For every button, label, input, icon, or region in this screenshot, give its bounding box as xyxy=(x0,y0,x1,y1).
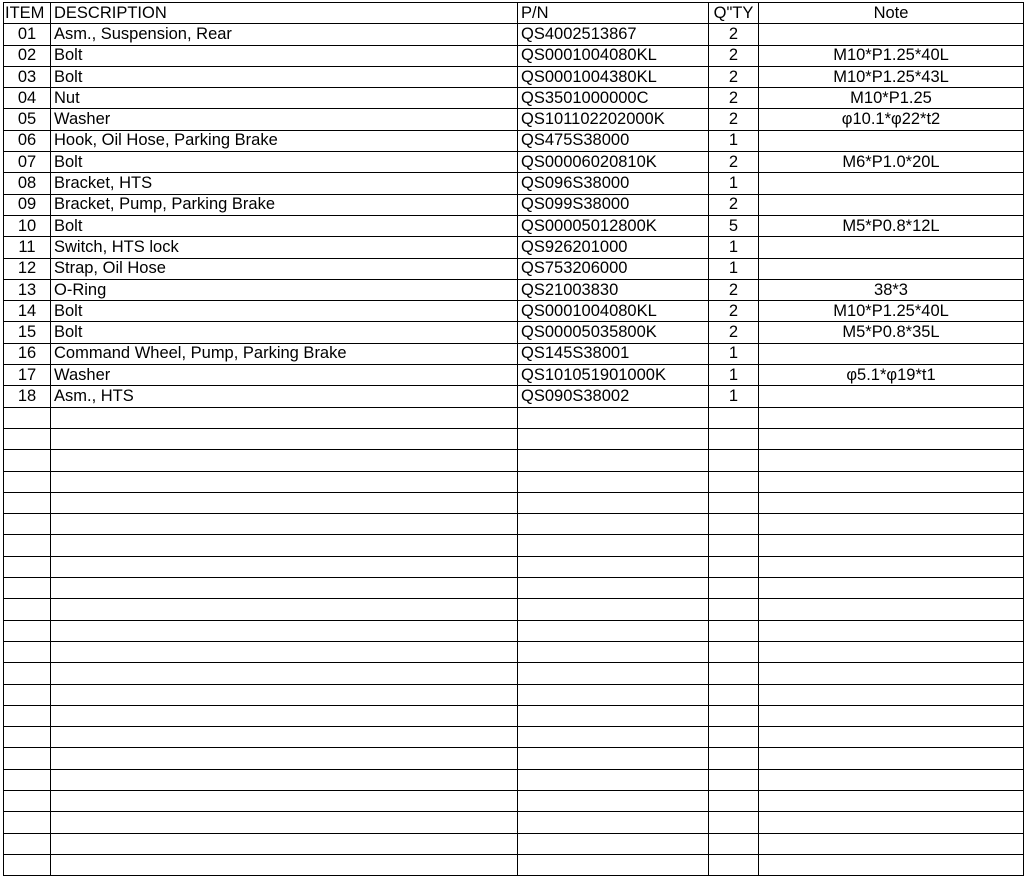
cell-part-number: QS101051901000K xyxy=(518,365,709,386)
empty-row xyxy=(4,578,1024,599)
empty-cell xyxy=(709,599,759,620)
cell-item: 11 xyxy=(4,237,51,258)
cell-item: 16 xyxy=(4,343,51,364)
cell-note: M5*P0.8*35L xyxy=(759,322,1024,343)
cell-part-number: QS475S38000 xyxy=(518,130,709,151)
empty-cell xyxy=(4,727,51,748)
empty-cell xyxy=(4,833,51,854)
empty-cell xyxy=(51,407,518,428)
empty-cell xyxy=(759,663,1024,684)
empty-cell xyxy=(709,790,759,811)
empty-cell xyxy=(4,578,51,599)
empty-cell xyxy=(709,471,759,492)
header-item: ITEM xyxy=(4,3,51,24)
cell-item: 06 xyxy=(4,130,51,151)
cell-item: 12 xyxy=(4,258,51,279)
empty-cell xyxy=(4,556,51,577)
table-row xyxy=(4,237,1024,258)
cell-quantity: 5 xyxy=(709,215,759,236)
empty-cell xyxy=(51,620,518,641)
empty-row xyxy=(4,812,1024,833)
empty-cell xyxy=(4,535,51,556)
cell-item: 09 xyxy=(4,194,51,215)
cell-description: Asm., Suspension, Rear xyxy=(51,24,518,45)
cell-note: M5*P0.8*12L xyxy=(759,215,1024,236)
header-part-number: P/N xyxy=(518,3,709,24)
empty-cell xyxy=(759,790,1024,811)
table-row xyxy=(4,258,1024,279)
cell-note: M10*P1.25 xyxy=(759,88,1024,109)
cell-note xyxy=(759,24,1024,45)
cell-quantity: 1 xyxy=(709,173,759,194)
empty-cell xyxy=(709,663,759,684)
cell-part-number: QS00005035800K xyxy=(518,322,709,343)
empty-row xyxy=(4,620,1024,641)
empty-row xyxy=(4,556,1024,577)
table-row xyxy=(4,45,1024,66)
empty-cell xyxy=(518,812,709,833)
empty-cell xyxy=(759,641,1024,662)
empty-cell xyxy=(709,514,759,535)
cell-item: 15 xyxy=(4,322,51,343)
cell-item: 18 xyxy=(4,386,51,407)
cell-part-number: QS21003830 xyxy=(518,279,709,300)
cell-quantity: 1 xyxy=(709,258,759,279)
cell-item: 04 xyxy=(4,88,51,109)
cell-item: 10 xyxy=(4,215,51,236)
cell-description: Bolt xyxy=(51,152,518,173)
cell-item: 13 xyxy=(4,279,51,300)
empty-cell xyxy=(4,663,51,684)
cell-note: M10*P1.25*40L xyxy=(759,45,1024,66)
empty-row xyxy=(4,407,1024,428)
empty-cell xyxy=(518,514,709,535)
empty-cell xyxy=(759,812,1024,833)
header-description: DESCRIPTION xyxy=(51,3,518,24)
empty-cell xyxy=(51,812,518,833)
empty-cell xyxy=(709,812,759,833)
empty-cell xyxy=(759,450,1024,471)
empty-cell xyxy=(709,556,759,577)
cell-quantity: 1 xyxy=(709,365,759,386)
empty-cell xyxy=(709,854,759,875)
empty-row xyxy=(4,663,1024,684)
empty-cell xyxy=(4,854,51,875)
empty-cell xyxy=(518,748,709,769)
empty-cell xyxy=(518,854,709,875)
cell-note xyxy=(759,237,1024,258)
empty-row xyxy=(4,705,1024,726)
cell-part-number: QS145S38001 xyxy=(518,343,709,364)
empty-cell xyxy=(4,748,51,769)
empty-cell xyxy=(518,727,709,748)
empty-cell xyxy=(51,769,518,790)
cell-item: 14 xyxy=(4,301,51,322)
table-row xyxy=(4,365,1024,386)
cell-note xyxy=(759,130,1024,151)
empty-cell xyxy=(759,854,1024,875)
empty-cell xyxy=(4,514,51,535)
cell-quantity: 2 xyxy=(709,152,759,173)
empty-cell xyxy=(4,790,51,811)
empty-cell xyxy=(518,535,709,556)
cell-quantity: 1 xyxy=(709,343,759,364)
empty-cell xyxy=(4,620,51,641)
cell-quantity: 2 xyxy=(709,322,759,343)
empty-cell xyxy=(709,535,759,556)
cell-description: Bolt xyxy=(51,322,518,343)
empty-cell xyxy=(518,428,709,449)
empty-cell xyxy=(518,684,709,705)
cell-note xyxy=(759,194,1024,215)
table-row xyxy=(4,343,1024,364)
empty-row xyxy=(4,684,1024,705)
cell-part-number: QS101102202000K xyxy=(518,109,709,130)
cell-item: 07 xyxy=(4,152,51,173)
cell-description: Washer xyxy=(51,109,518,130)
cell-note: 38*3 xyxy=(759,279,1024,300)
cell-note: M6*P1.0*20L xyxy=(759,152,1024,173)
cell-quantity: 2 xyxy=(709,45,759,66)
empty-cell xyxy=(518,769,709,790)
parts-list-body xyxy=(4,24,1024,876)
empty-row xyxy=(4,769,1024,790)
empty-cell xyxy=(759,769,1024,790)
cell-note: φ10.1*φ22*t2 xyxy=(759,109,1024,130)
cell-note xyxy=(759,343,1024,364)
cell-quantity: 2 xyxy=(709,109,759,130)
empty-cell xyxy=(518,492,709,513)
empty-cell xyxy=(709,492,759,513)
empty-row xyxy=(4,833,1024,854)
cell-note xyxy=(759,258,1024,279)
cell-part-number: QS00006020810K xyxy=(518,152,709,173)
cell-part-number: QS0001004080KL xyxy=(518,301,709,322)
empty-row xyxy=(4,641,1024,662)
header-row xyxy=(4,3,1024,24)
empty-row xyxy=(4,748,1024,769)
cell-description: Bolt xyxy=(51,45,518,66)
cell-quantity: 2 xyxy=(709,194,759,215)
empty-cell xyxy=(759,727,1024,748)
cell-part-number: QS099S38000 xyxy=(518,194,709,215)
cell-description: Switch, HTS lock xyxy=(51,237,518,258)
empty-cell xyxy=(709,833,759,854)
empty-cell xyxy=(709,578,759,599)
empty-row xyxy=(4,428,1024,449)
table-row xyxy=(4,152,1024,173)
empty-row xyxy=(4,471,1024,492)
cell-description: Hook, Oil Hose, Parking Brake xyxy=(51,130,518,151)
cell-note: M10*P1.25*43L xyxy=(759,66,1024,87)
empty-cell xyxy=(51,556,518,577)
empty-cell xyxy=(51,748,518,769)
cell-item: 03 xyxy=(4,66,51,87)
header-quantity: Q"TY xyxy=(709,3,759,24)
cell-quantity: 2 xyxy=(709,88,759,109)
cell-item: 05 xyxy=(4,109,51,130)
empty-cell xyxy=(51,641,518,662)
empty-cell xyxy=(4,450,51,471)
empty-cell xyxy=(759,620,1024,641)
empty-cell xyxy=(518,450,709,471)
empty-cell xyxy=(518,641,709,662)
empty-cell xyxy=(51,450,518,471)
empty-cell xyxy=(759,833,1024,854)
empty-cell xyxy=(51,727,518,748)
cell-item: 17 xyxy=(4,365,51,386)
empty-row xyxy=(4,450,1024,471)
empty-cell xyxy=(709,684,759,705)
empty-row xyxy=(4,599,1024,620)
empty-cell xyxy=(709,641,759,662)
cell-description: Bracket, HTS xyxy=(51,173,518,194)
empty-cell xyxy=(759,684,1024,705)
empty-cell xyxy=(4,471,51,492)
empty-row xyxy=(4,790,1024,811)
cell-part-number: QS096S38000 xyxy=(518,173,709,194)
cell-description: Command Wheel, Pump, Parking Brake xyxy=(51,343,518,364)
empty-cell xyxy=(759,471,1024,492)
table-row xyxy=(4,66,1024,87)
table-row xyxy=(4,173,1024,194)
empty-cell xyxy=(518,407,709,428)
cell-quantity: 1 xyxy=(709,130,759,151)
cell-description: Washer xyxy=(51,365,518,386)
cell-part-number: QS926201000 xyxy=(518,237,709,258)
cell-description: Nut xyxy=(51,88,518,109)
empty-cell xyxy=(4,599,51,620)
cell-part-number: QS090S38002 xyxy=(518,386,709,407)
empty-cell xyxy=(51,663,518,684)
empty-cell xyxy=(518,790,709,811)
cell-item: 01 xyxy=(4,24,51,45)
table-row xyxy=(4,386,1024,407)
empty-cell xyxy=(518,705,709,726)
empty-cell xyxy=(759,578,1024,599)
empty-cell xyxy=(51,833,518,854)
empty-cell xyxy=(518,556,709,577)
empty-cell xyxy=(759,407,1024,428)
empty-cell xyxy=(759,535,1024,556)
parts-list-table xyxy=(3,2,1024,876)
empty-cell xyxy=(4,428,51,449)
empty-cell xyxy=(709,748,759,769)
cell-note xyxy=(759,386,1024,407)
empty-cell xyxy=(51,790,518,811)
empty-cell xyxy=(51,492,518,513)
table-row xyxy=(4,322,1024,343)
table-row xyxy=(4,109,1024,130)
table-row xyxy=(4,130,1024,151)
table-row xyxy=(4,215,1024,236)
cell-quantity: 2 xyxy=(709,279,759,300)
empty-cell xyxy=(4,407,51,428)
cell-part-number: QS753206000 xyxy=(518,258,709,279)
empty-row xyxy=(4,535,1024,556)
table-row xyxy=(4,24,1024,45)
empty-cell xyxy=(51,578,518,599)
empty-cell xyxy=(51,684,518,705)
empty-cell xyxy=(709,407,759,428)
cell-description: Bolt xyxy=(51,301,518,322)
cell-part-number: QS0001004380KL xyxy=(518,66,709,87)
empty-cell xyxy=(759,599,1024,620)
empty-cell xyxy=(51,705,518,726)
empty-cell xyxy=(759,514,1024,535)
empty-cell xyxy=(51,471,518,492)
table-row xyxy=(4,301,1024,322)
empty-cell xyxy=(709,450,759,471)
cell-part-number: QS4002513867 xyxy=(518,24,709,45)
empty-cell xyxy=(51,428,518,449)
cell-item: 08 xyxy=(4,173,51,194)
cell-note xyxy=(759,173,1024,194)
empty-cell xyxy=(709,705,759,726)
cell-note: φ5.1*φ19*t1 xyxy=(759,365,1024,386)
empty-cell xyxy=(709,428,759,449)
empty-cell xyxy=(759,748,1024,769)
empty-row xyxy=(4,514,1024,535)
empty-cell xyxy=(51,854,518,875)
cell-description: Bolt xyxy=(51,66,518,87)
empty-cell xyxy=(4,492,51,513)
cell-part-number: QS00005012800K xyxy=(518,215,709,236)
cell-description: Asm., HTS xyxy=(51,386,518,407)
empty-cell xyxy=(518,578,709,599)
empty-cell xyxy=(51,535,518,556)
empty-cell xyxy=(4,684,51,705)
empty-row xyxy=(4,492,1024,513)
empty-cell xyxy=(518,599,709,620)
cell-quantity: 1 xyxy=(709,386,759,407)
empty-cell xyxy=(4,641,51,662)
cell-quantity: 1 xyxy=(709,237,759,258)
empty-cell xyxy=(709,727,759,748)
cell-quantity: 2 xyxy=(709,66,759,87)
cell-description: Bolt xyxy=(51,215,518,236)
cell-quantity: 2 xyxy=(709,24,759,45)
table-row xyxy=(4,279,1024,300)
empty-row xyxy=(4,727,1024,748)
empty-cell xyxy=(709,769,759,790)
empty-cell xyxy=(518,663,709,684)
cell-item: 02 xyxy=(4,45,51,66)
cell-part-number: QS3501000000C xyxy=(518,88,709,109)
empty-cell xyxy=(51,599,518,620)
cell-description: Strap, Oil Hose xyxy=(51,258,518,279)
empty-cell xyxy=(518,833,709,854)
cell-part-number: QS0001004080KL xyxy=(518,45,709,66)
empty-cell xyxy=(4,769,51,790)
empty-cell xyxy=(759,705,1024,726)
cell-description: O-Ring xyxy=(51,279,518,300)
empty-cell xyxy=(759,492,1024,513)
table-row xyxy=(4,88,1024,109)
empty-row xyxy=(4,854,1024,875)
empty-cell xyxy=(759,556,1024,577)
empty-cell xyxy=(709,620,759,641)
empty-cell xyxy=(4,812,51,833)
empty-cell xyxy=(51,514,518,535)
cell-quantity: 2 xyxy=(709,301,759,322)
header-note: Note xyxy=(759,3,1024,24)
empty-cell xyxy=(4,705,51,726)
empty-cell xyxy=(518,471,709,492)
table-row xyxy=(4,194,1024,215)
cell-note: M10*P1.25*40L xyxy=(759,301,1024,322)
empty-cell xyxy=(518,620,709,641)
cell-description: Bracket, Pump, Parking Brake xyxy=(51,194,518,215)
empty-cell xyxy=(759,428,1024,449)
